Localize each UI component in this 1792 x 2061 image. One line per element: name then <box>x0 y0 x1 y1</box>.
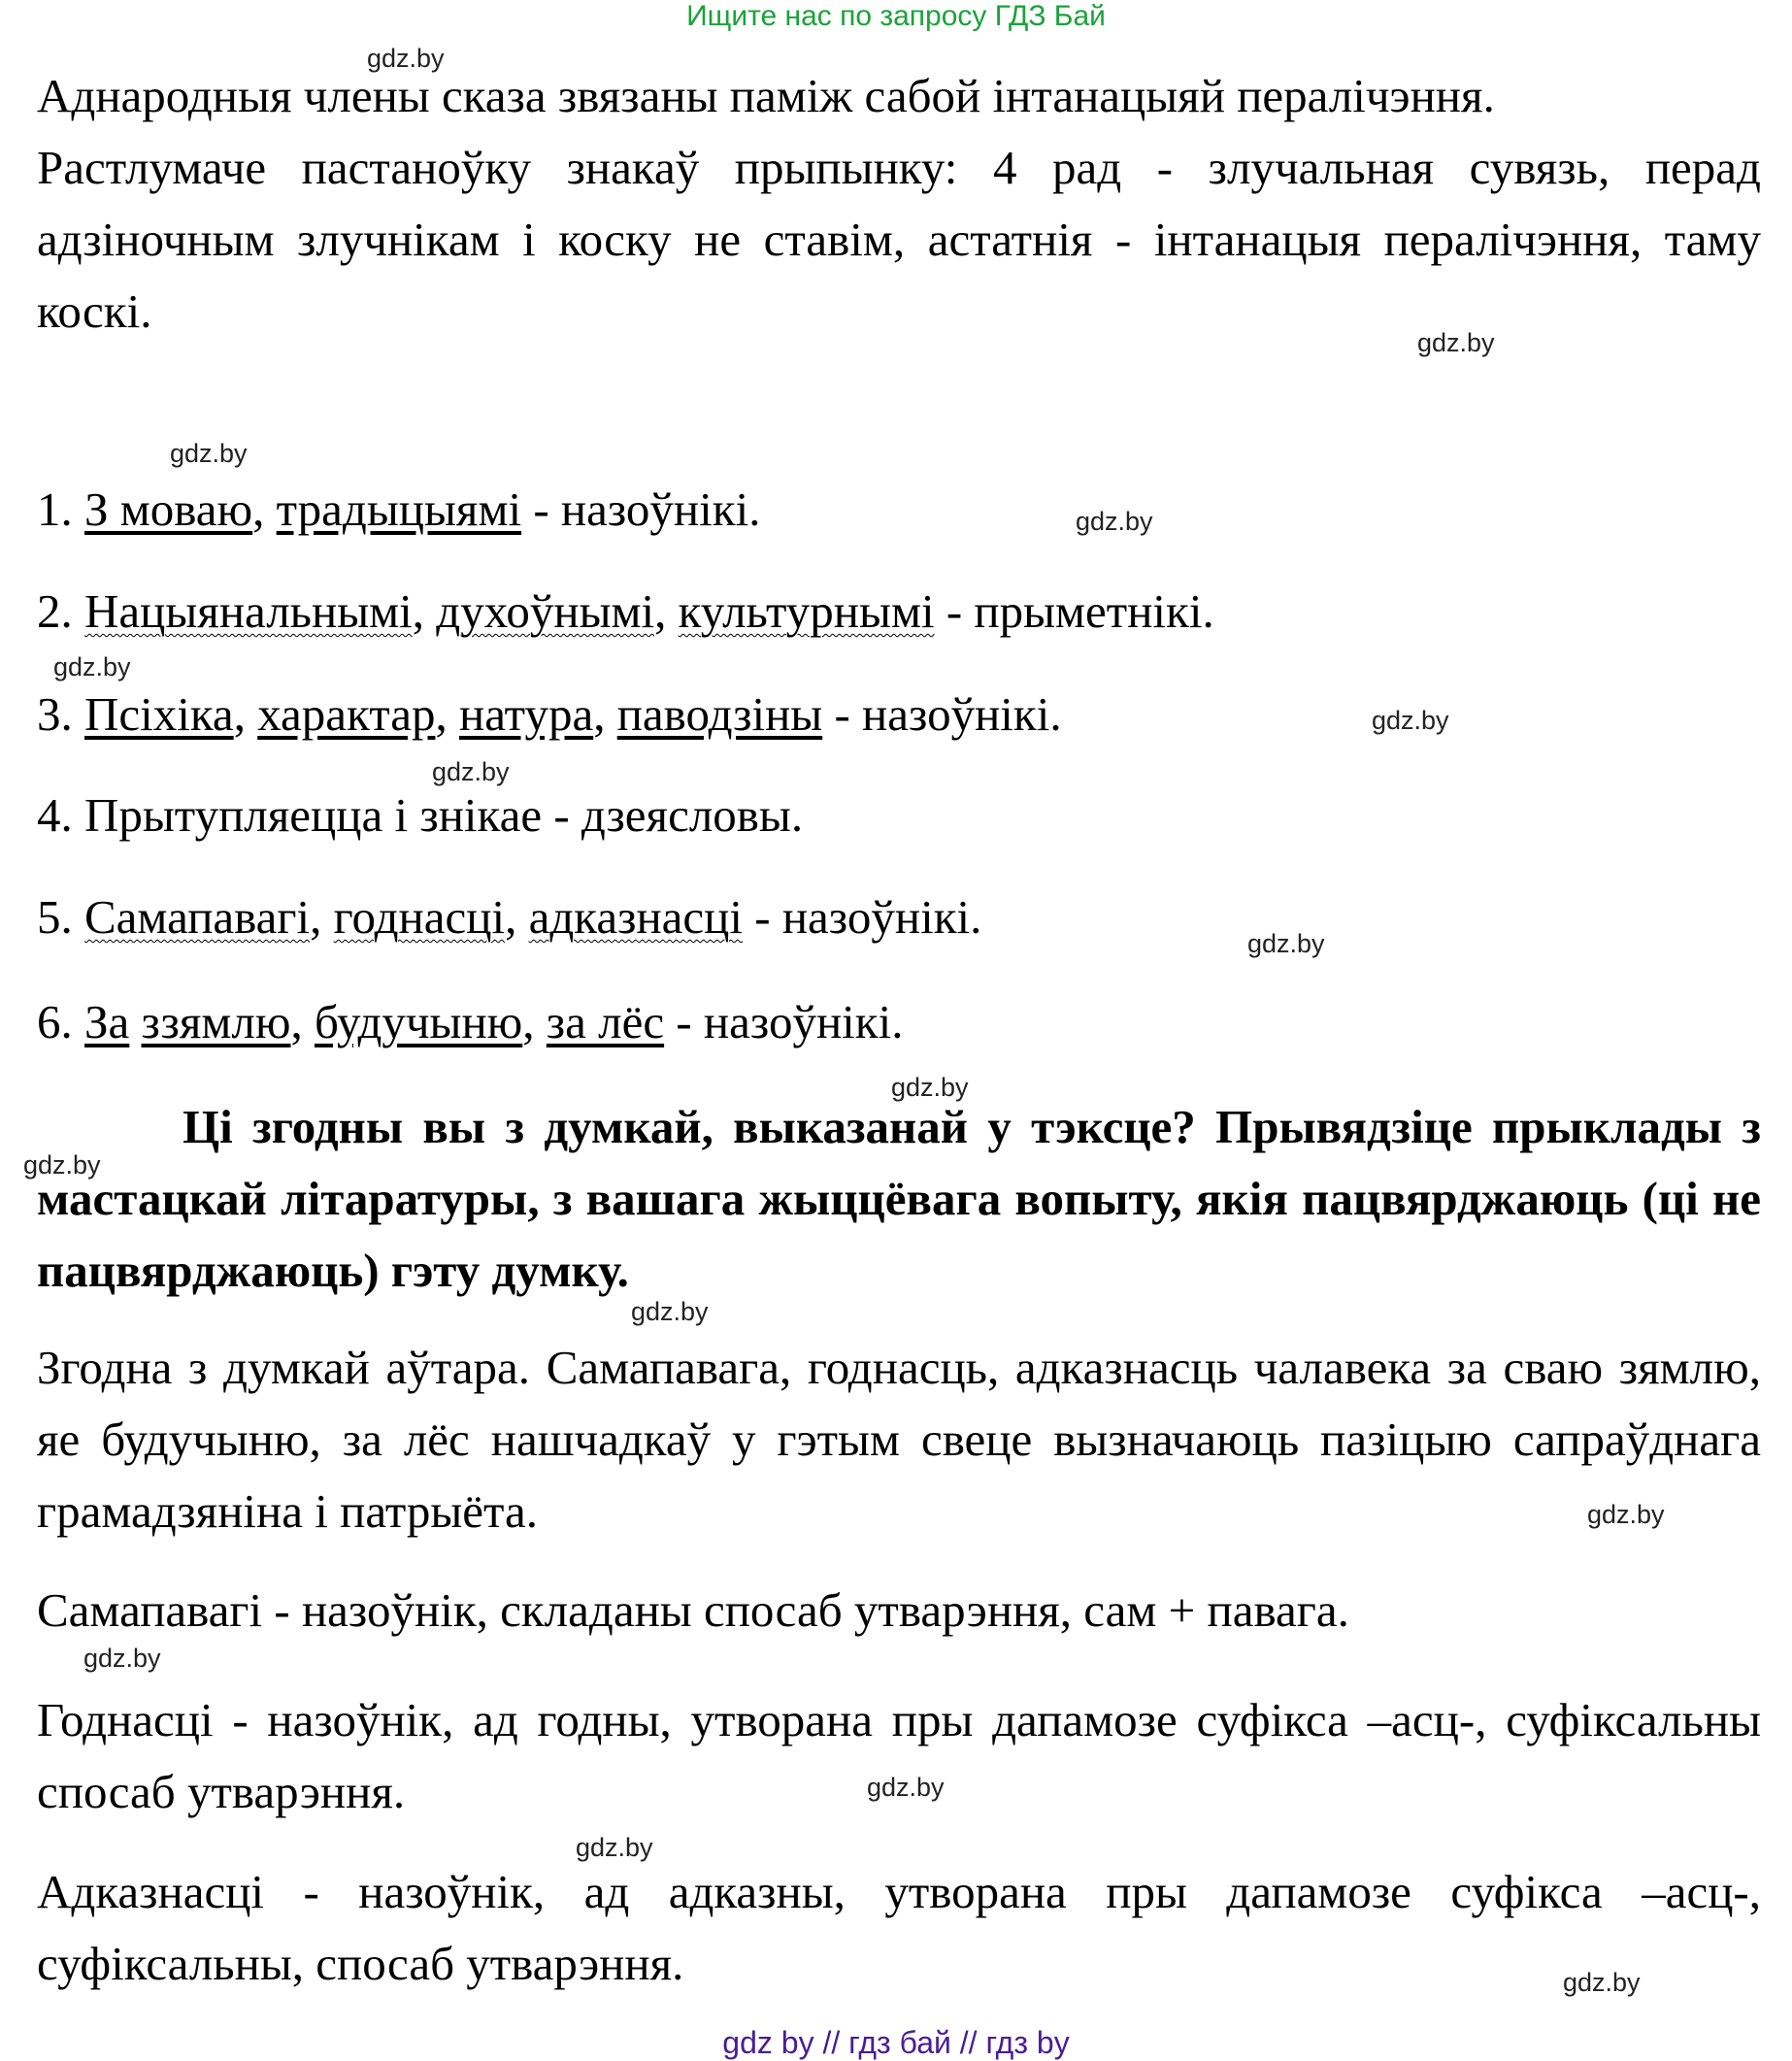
separator: , <box>412 584 437 638</box>
item-tail: - назоўнікі. <box>822 687 1062 741</box>
item-number: 5. <box>37 890 73 944</box>
item-tail: - назоўнікі. <box>743 890 982 944</box>
list-item <box>37 481 760 539</box>
watermark: gdz.by <box>23 1150 101 1180</box>
separator: , <box>290 995 315 1048</box>
underlined-word: за лёс <box>546 995 665 1048</box>
intro-paragraph <box>37 60 1761 348</box>
watermark: gdz.by <box>83 1644 161 1673</box>
watermark: gdz.by <box>53 652 131 681</box>
item-tail: - прыметнікі. <box>934 584 1214 638</box>
item-tail: - назоўнікі. <box>521 482 761 536</box>
watermark: gdz.by <box>1587 1500 1665 1529</box>
item-number: 6. <box>37 995 73 1048</box>
watermark: gdz.by <box>170 439 248 468</box>
item-number: 3. <box>37 687 73 741</box>
wavy-underlined-word: Самапавагі <box>84 890 311 944</box>
watermark: gdz.by <box>1372 706 1449 735</box>
underlined-word: будучыню <box>314 995 523 1048</box>
item-text: Прытупляецца і знікае - дзеясловы. <box>84 788 804 842</box>
watermark: gdz.by <box>631 1297 709 1326</box>
word-analysis-1: Самапавагі - назоўнік, складаны спосаб утварэння, сам + павага. <box>37 1583 1349 1637</box>
item-number: 1. <box>37 482 73 536</box>
answer-paragraph: Згодна з думкай аўтара. Самапавага, годнасць, адказнасць чалавека за сваю зямлю, яе будучыню, за лёс нашчадкаў у гэтым свеце вызначаюць пазіцыю сапраўднага грамадзяніна і патрыёта. <box>37 1341 1761 1538</box>
wavy-underlined-word: Нацыянальнымі <box>84 584 413 638</box>
watermark: gdz.by <box>432 757 510 786</box>
word-analysis-3: Адказнасці - назоўнік, ад адказны, утворана пры дапамозе суфікса –асц-, суфіксальны, спосаб утварэння. <box>37 1865 1761 1990</box>
separator: , <box>252 482 277 536</box>
list-item <box>37 582 1214 641</box>
watermark: gdz.by <box>367 44 445 73</box>
list-item <box>37 993 903 1051</box>
watermark: gdz.by <box>867 1773 945 1802</box>
wavy-underlined-word: годнасці <box>333 890 506 944</box>
separator: , <box>435 687 459 741</box>
word-analysis-2: Годнасці - назоўнік, ад годны, утворана пры дапамозе суфікса –асц-, суфіксальны спосаб утварэння. <box>37 1693 1761 1818</box>
underlined-word: паводзіны <box>616 687 823 741</box>
wavy-underlined-word: культурнымі <box>678 584 935 638</box>
question-paragraph <box>37 1091 1761 1307</box>
list-item <box>37 685 1062 744</box>
separator: , <box>310 890 334 944</box>
watermark: gdz.by <box>891 1073 969 1102</box>
separator: , <box>505 890 529 944</box>
separator: , <box>593 687 617 741</box>
top-banner: Ищите нас по запросу ГДЗ Бай <box>686 0 1106 32</box>
intro-line: Аднародныя члены сказа звязаны паміж сабой інтанацыяй пералічэння. <box>37 69 1495 122</box>
underlined-word: традыцыямі <box>276 482 522 536</box>
question-text: Ці згодны вы з думкай, выказанай у тэксце? Прывядзіце прыклады з мастацкай літаратуры, з вашага жыццёвага вопыту, якія пацвярджаюць (ці не пацвярджаюць) гэту думку. <box>37 1100 1761 1297</box>
underlined-word: Псіхіка <box>84 687 234 741</box>
watermark: gdz.by <box>1417 328 1495 357</box>
separator: , <box>522 995 547 1048</box>
intro-explanation: Растлумаче пастаноўку знакаў прыпынку: 4 рад - злучальная сувязь, перад адзіночным злучнікам і коску не ставім, астатнія - інтанацыя пералічэння, таму коскі. <box>37 141 1761 338</box>
separator: , <box>233 687 258 741</box>
list-item <box>37 786 803 845</box>
watermark: gdz.by <box>1076 507 1153 536</box>
separator: , <box>654 584 679 638</box>
underlined-word: З моваю <box>84 482 253 536</box>
watermark: gdz.by <box>576 1833 653 1862</box>
list-item <box>37 888 981 947</box>
item-number: 4. <box>37 788 73 842</box>
underlined-word: натура <box>458 687 594 741</box>
underlined-word: характар <box>257 687 436 741</box>
wavy-underlined-word: духоўнымі <box>436 584 655 638</box>
watermark: gdz.by <box>1247 929 1325 958</box>
watermark: gdz.by <box>1563 1968 1641 1997</box>
separator <box>129 995 141 1048</box>
underlined-word: ззямлю <box>141 995 291 1048</box>
footer-links: gdz by // гдз бай // гдз by <box>722 2025 1070 2060</box>
wavy-underlined-word: адказнасці <box>528 890 743 944</box>
underlined-word: За <box>84 995 130 1048</box>
item-tail: - назоўнікі. <box>664 995 904 1048</box>
item-number: 2. <box>37 584 73 638</box>
